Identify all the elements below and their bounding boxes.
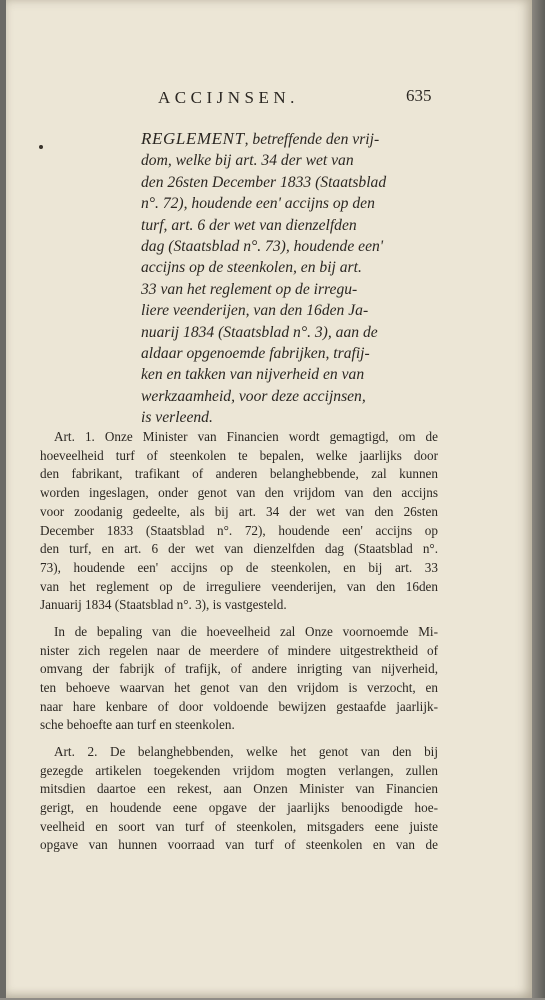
text-line: omvang der fabrijk of trafijk, of andere inrigting van nijverheid,	[40, 661, 438, 677]
title-line: werkzaamheid, voor deze accijnsen,	[141, 387, 366, 405]
title-line: aldaar opgenoemde fabrijken, trafij-	[141, 345, 370, 363]
title-line: ken en takken van nijverheid en van	[141, 366, 365, 384]
text-line: worden ingeslagen, onder genot van den vrijdom van den accijns	[40, 485, 438, 501]
paragraph-art-1	[40, 428, 438, 615]
title-line: turf, art. 6 der wet van dienzelfden	[141, 216, 357, 234]
page-number: 635	[406, 86, 432, 105]
body-text	[40, 428, 438, 863]
page-header	[6, 88, 532, 110]
title-line: nuarij 1834 (Staatsblad n°. 3), aan de	[141, 323, 378, 341]
paragraph-art-2	[40, 743, 438, 855]
regulation-title	[141, 128, 441, 429]
text-line: veelheid en soort van turf of steenkolen, mitsgaders eene juiste	[40, 818, 438, 834]
title-line: 33 van het reglement op de irregu-	[141, 280, 358, 298]
title-line: dom, welke bij art. 34 der wet van	[141, 152, 354, 170]
text-line: sche behoefte aan turf en steenkolen.	[40, 717, 235, 733]
title-lead: REGLEMENT	[141, 129, 245, 148]
title-line: REGLEMENT, betreffende den vrij-	[141, 129, 380, 148]
text-line: opgave van hunnen voorraad van turf of steenkolen en van de	[40, 837, 438, 853]
text-line: den fabrikant, trafikant of anderen belanghebbende, zal kunnen	[40, 466, 438, 482]
text-line: mitsdien daartoe een rekest, aan Onzen Minister van Financien	[40, 781, 438, 797]
text-line: gezegde artikelen toegekenden vrijdom mogten verlangen, zullen	[40, 762, 438, 778]
text-line: ten behoeve waarvan het genot van den vrijdom is verzocht, en	[40, 679, 438, 695]
text-line: nister zich regelen naar de meerdere of mindere uitgestrektheid of	[40, 642, 438, 658]
text-line: den turf, en art. 6 der wet van dienzelfden dag (Staatsblad n°.	[40, 541, 438, 557]
text-line: In de bepaling van die hoeveelheid zal Onze voornoemde Mi-	[54, 623, 438, 639]
text-line: gerigt, en houdende eene opgave der jaarlijks benoodigde hoe-	[40, 799, 438, 815]
text-line: voor zoodanig gedeelte, als bij art. 34 der wet van den 26sten	[40, 503, 438, 519]
title-line: n°. 72), houdende een' accijns op den	[141, 195, 375, 213]
text-line: naar hare kenbare of door voldoende bewijzen gestaafde jaarlijk-	[40, 698, 438, 714]
book-edge	[532, 0, 545, 1000]
text-line: Art. 2. De belanghebbenden, welke het genot van den bij	[54, 743, 438, 759]
book-page	[6, 0, 532, 998]
text-line: hoeveelheid turf of steenkolen te bepalen, welke jaarlijks door	[40, 447, 438, 463]
running-title: ACCIJNSEN.	[158, 88, 299, 107]
text-line: December 1833 (Staatsblad n°. 72), houdende een' accijns op	[40, 522, 438, 538]
text-line: Januarij 1834 (Staatsblad n°. 3), is vastgesteld.	[40, 597, 287, 613]
title-line: dag (Staatsblad n°. 73), houdende een'	[141, 238, 384, 256]
text-line: van het reglement op de irreguliere veenderijen, van den 16den	[40, 578, 438, 594]
ink-dot	[39, 145, 43, 149]
title-line: is verleend.	[141, 409, 213, 427]
title-line: liere veenderijen, van den 16den Ja-	[141, 302, 369, 320]
paragraph-determination	[40, 623, 438, 735]
text-line: Art. 1. Onze Minister van Financien wordt gemagtigd, om de	[54, 429, 438, 444]
text-line: 73), houdende een' accijns op de steenkolen, en bij art. 33	[40, 559, 438, 575]
title-line: accijns op de steenkolen, en bij art.	[141, 259, 362, 277]
title-line: den 26sten December 1833 (Staatsblad	[141, 173, 387, 191]
